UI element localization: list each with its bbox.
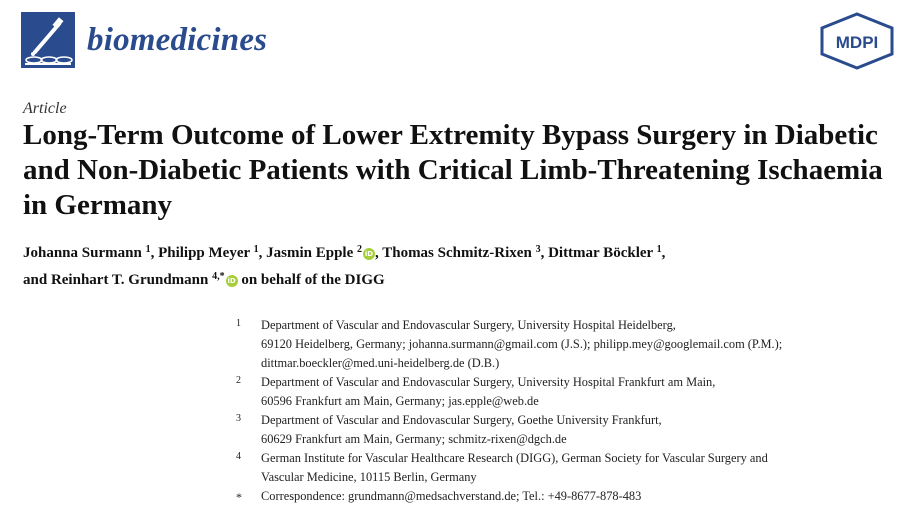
- affiliation-line: Department of Vascular and Endovascular Surgery, University Hospital Frankfurt am Main,: [261, 375, 716, 389]
- author-name: Jasmin Epple: [266, 245, 354, 261]
- affiliation-mark: *: [236, 490, 242, 504]
- author-name: Reinhart T. Grundmann: [50, 272, 209, 288]
- affiliation-mark: 1: [236, 318, 241, 329]
- affiliation-line: Correspondence: grundmann@medsachverstand.de; Tel.: +49-8677-878-483: [261, 489, 642, 503]
- affiliation-line: Department of Vascular and Endovascular Surgery, University Hospital Heidelberg,: [261, 318, 676, 332]
- affiliation-mark: 3: [236, 413, 241, 424]
- affiliation-line: 69120 Heidelberg, Germany; johanna.surmann@gmail.com (J.S.); philipp.mey@googlemail.com (P.M.);: [261, 337, 783, 351]
- author-affiliation-mark: 2: [356, 244, 362, 255]
- author-name: Johanna Surmann: [23, 245, 142, 261]
- journal-name[interactable]: biomedicines: [87, 22, 268, 58]
- author-list: Johanna Surmann $^1$, Philipp Meyer $^1$, Jasmin Epple $^2$ iD , Thomas Schmitz-Rixen $^3$, Dittmar Böckler $^1$, and Reinhart T. Grundmann $^{4,*}$ iD on behalf of the DIGG: [23, 244, 666, 288]
- affiliation-item: [236, 449, 876, 487]
- author-affiliation-mark: 1: [145, 244, 151, 255]
- author-name: Philipp Meyer: [158, 245, 250, 261]
- mdpi-logo[interactable]: [818, 12, 896, 70]
- affiliation-mark: 2: [236, 375, 241, 386]
- affiliation-item: [236, 487, 876, 506]
- author-group-suffix: on behalf of the DIGG: [241, 272, 385, 288]
- mdpi-logo-icon: [818, 12, 896, 70]
- affiliation-line: Vascular Medicine, 10115 Berlin, Germany: [261, 470, 477, 484]
- pipette-dish-icon: [21, 12, 75, 68]
- affiliation-line: 60629 Frankfurt am Main, Germany; schmitz-rixen@dgch.de: [261, 432, 567, 446]
- article-title: Long-Term Outcome of Lower Extremity Bypass Surgery in Diabetic and Non-Diabetic Patients with Critical Limb-Threatening Ischaemia in Germany: [23, 119, 883, 221]
- author-affiliation-mark: 4,*: [212, 271, 225, 282]
- article-type: Article: [23, 100, 67, 117]
- journal-logo: [21, 12, 75, 68]
- affiliation-line: dittmar.boeckler@med.uni-heidelberg.de (D.B.): [261, 356, 500, 370]
- author-affiliation-mark: 1: [253, 244, 259, 255]
- affiliations: [236, 316, 876, 506]
- affiliation-item: [236, 373, 876, 411]
- mdpi-logo-text: MDPI: [835, 33, 879, 52]
- author-name: Thomas Schmitz-Rixen: [382, 245, 532, 261]
- affiliation-mark: 4: [236, 451, 241, 462]
- affiliation-item: [236, 411, 876, 449]
- author-name: Dittmar Böckler: [548, 245, 653, 261]
- affiliation-line: 60596 Frankfurt am Main, Germany; jas.epple@web.de: [261, 394, 539, 408]
- author-affiliation-mark: 1: [656, 244, 662, 255]
- affiliation-item: [236, 316, 876, 373]
- orcid-icon[interactable]: iD: [227, 277, 236, 285]
- author-affiliation-mark: 3: [535, 244, 541, 255]
- orcid-icon[interactable]: iD: [364, 250, 374, 258]
- affiliation-line: Department of Vascular and Endovascular Surgery, Goethe University Frankfurt,: [261, 413, 662, 427]
- affiliation-line: German Institute for Vascular Healthcare Research (DIGG), German Society for Vascular Surgery and: [261, 451, 768, 465]
